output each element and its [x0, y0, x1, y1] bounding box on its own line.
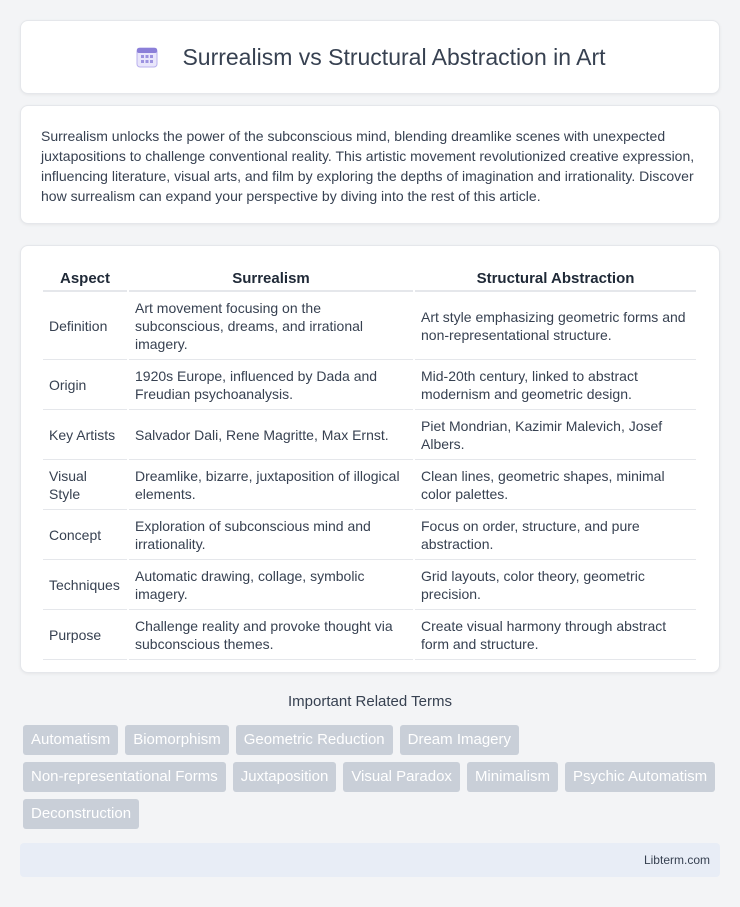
tag-non-representational-forms[interactable]: Non-representational Forms [23, 762, 226, 792]
row-aspect: Definition [43, 292, 127, 360]
row-surrealism: Dreamlike, bizarre, juxtaposition of illogical elements. [129, 460, 413, 510]
header-surrealism: Surrealism [129, 266, 413, 292]
table-header-row [43, 266, 696, 292]
row-structural: Mid-20th century, linked to abstract modernism and geometric design. [415, 360, 696, 410]
page-title: Surrealism vs Structural Abstraction in Art [182, 43, 606, 70]
intro-card [20, 105, 720, 224]
tag-juxtaposition[interactable]: Juxtaposition [233, 762, 337, 792]
related-terms-title: Important Related Terms [288, 693, 452, 710]
row-structural: Art style emphasizing geometric forms and non-representational structure. [415, 292, 696, 360]
tag-dream-imagery[interactable]: Dream Imagery [400, 725, 519, 755]
row-surrealism: Challenge reality and provoke thought via subconscious themes. [129, 610, 413, 660]
row-structural: Clean lines, geometric shapes, minimal color palettes. [415, 460, 696, 510]
calendar-icon [134, 44, 160, 70]
row-structural: Focus on order, structure, and pure abstraction. [415, 510, 696, 560]
row-surrealism: Art movement focusing on the subconscious, dreams, and irrational imagery. [129, 292, 413, 360]
table-row [43, 510, 696, 560]
table-row [43, 560, 696, 610]
intro-text: Surrealism unlocks the power of the subconscious mind, blending dreamlike scenes with unexpected juxtapositions to challenge conventional reality. This artistic movement revolutionized creative expression, influencing literature, visual arts, and film by exploring the depths of imagination and irrationality. Discover how surrealism can expand your perspective by diving into the rest of this article. [41, 128, 695, 204]
header-structural-abstraction: Structural Abstraction [415, 266, 696, 292]
row-structural: Create visual harmony through abstract form and structure. [415, 610, 696, 660]
tag-minimalism[interactable]: Minimalism [467, 762, 558, 792]
row-aspect: Origin [43, 360, 127, 410]
row-aspect: Purpose [43, 610, 127, 660]
row-surrealism: Salvador Dali, Rene Magritte, Max Ernst. [129, 410, 413, 460]
footer-brand[interactable]: Libterm.com [643, 853, 710, 867]
tag-biomorphism[interactable]: Biomorphism [125, 725, 229, 755]
title-card [20, 20, 720, 94]
row-aspect: Key Artists [43, 410, 127, 460]
tag-deconstruction[interactable]: Deconstruction [23, 799, 139, 829]
related-terms-list [23, 725, 723, 829]
table-row [43, 292, 696, 360]
row-aspect: Visual Style [43, 460, 127, 510]
row-surrealism: Automatic drawing, collage, symbolic imagery. [129, 560, 413, 610]
header-aspect: Aspect [43, 266, 127, 292]
table-row [43, 410, 696, 460]
comparison-card [20, 245, 720, 673]
tag-geometric-reduction[interactable]: Geometric Reduction [236, 725, 393, 755]
footer [20, 843, 720, 877]
row-aspect: Techniques [43, 560, 127, 610]
table-row [43, 610, 696, 660]
row-aspect: Concept [43, 510, 127, 560]
tag-psychic-automatism[interactable]: Psychic Automatism [565, 762, 715, 792]
row-surrealism: Exploration of subconscious mind and irrationality. [129, 510, 413, 560]
row-structural: Grid layouts, color theory, geometric precision. [415, 560, 696, 610]
table-row [43, 360, 696, 410]
comparison-table [41, 266, 698, 660]
tag-automatism[interactable]: Automatism [23, 725, 118, 755]
row-surrealism: 1920s Europe, influenced by Dada and Freudian psychoanalysis. [129, 360, 413, 410]
tag-visual-paradox[interactable]: Visual Paradox [343, 762, 460, 792]
table-row [43, 460, 696, 510]
row-structural: Piet Mondrian, Kazimir Malevich, Josef Albers. [415, 410, 696, 460]
